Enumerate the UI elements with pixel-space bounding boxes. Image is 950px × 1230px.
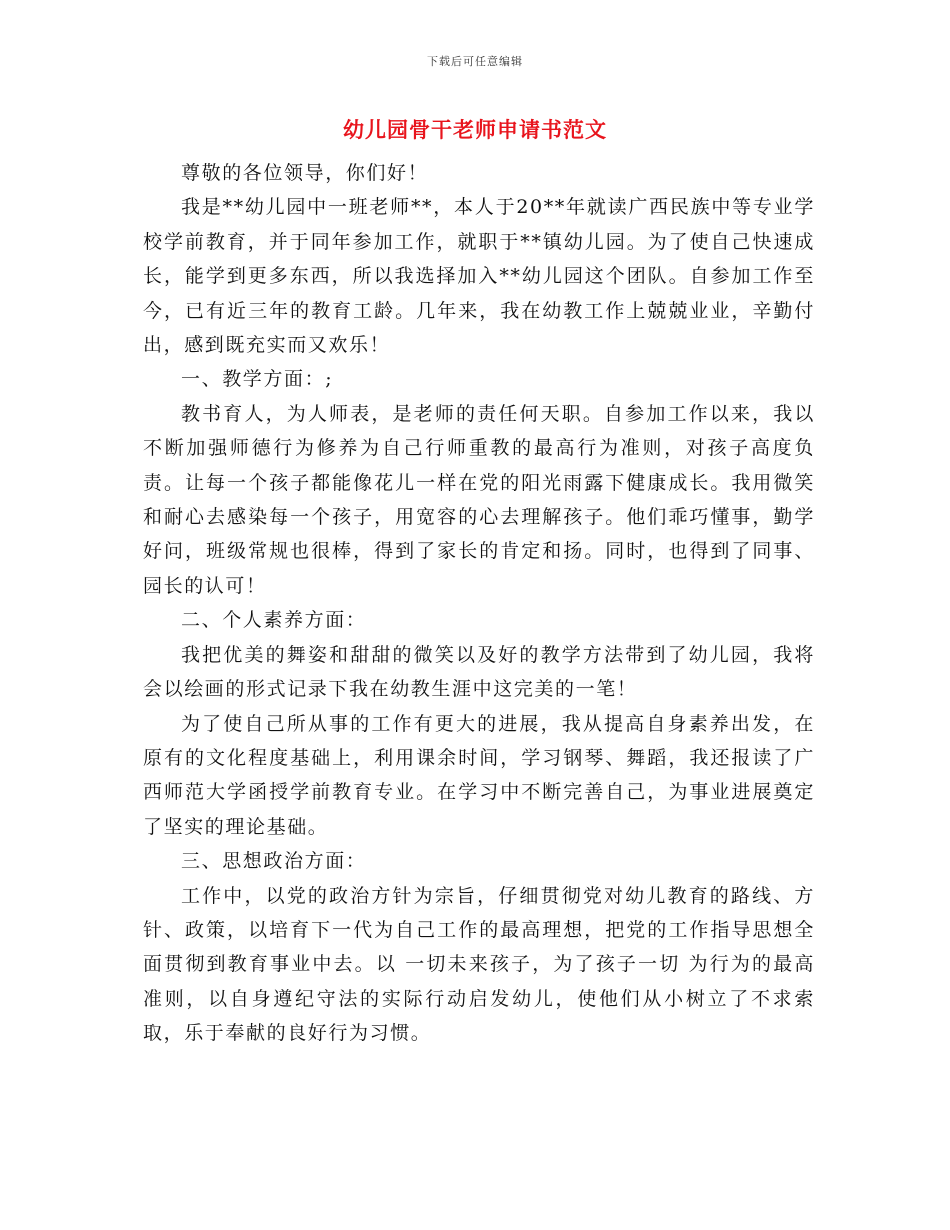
section-heading-personal: 二、个人素养方面：	[181, 609, 367, 632]
document-body	[143, 156, 815, 1051]
greeting-paragraph: 尊敬的各位领导，你们好！	[181, 162, 429, 184]
intro-paragraph: 我是**幼儿园中一班老师**，本人于20**年就读广西民族中等专业学校学前教育，并于同年参加工作，就职于**镇幼儿园。为了使自己快速成长，能学到更多东西，所以我选择加入**幼儿园这个团队。自参加工作至今，已有近三年的教育工龄。几年来，我在幼教工作上兢兢业业，辛勤付出，感到既充实而又欢乐！	[143, 196, 815, 357]
personal-paragraph-1: 我把优美的舞姿和甜甜的微笑以及好的教学方法带到了幼儿园，我将会以绘画的形式记录下我在幼教生涯中这完美的一笔！	[143, 643, 815, 701]
section-heading-political: 三、思想政治方面：	[181, 850, 367, 873]
section-heading-teaching: 一、教学方面：;	[181, 368, 334, 391]
teaching-paragraph: 教书育人，为人师表，是老师的责任何天职。自参加工作以来，我以不断加强师德行为修养为自己行师重教的最高行为准则，对孩子高度负责。让每一个孩子都能像花儿一样在党的阳光雨露下健康成长。我用微笑和耐心去感染每一个孩子，用宽容的心去理解孩子。他们乖巧懂事，勤学好问，班级常规也很棒，得到了家长的肯定和扬。同时，也得到了同事、园长的认可！	[143, 402, 815, 597]
document-title: 幼儿园骨干老师申请书范文	[343, 117, 607, 142]
header-note: 下载后可任意编辑	[427, 55, 523, 68]
political-paragraph: 工作中，以党的政治方针为宗旨，仔细贯彻党对幼儿教育的路线、方针、政策，以培育下一代为自己工作的最高理想，把党的工作指导思想全面贯彻到教育事业中去。以 一切未来孩子，为了孩子一切 为行为的最高准则，以自身遵纪守法的实际行动启发幼儿，使他们从小树立了不求索取，乐于奉献的良好行为习惯。	[143, 884, 815, 1045]
personal-paragraph-2: 为了使自己所从事的工作有更大的进展，我从提高自身素养出发，在原有的文化程度基础上，利用课余时间，学习钢琴、舞蹈，我还报读了广西师范大学函授学前教育专业。在学习中不断完善自己，为事业进展奠定了坚实的理论基础。	[143, 712, 815, 838]
